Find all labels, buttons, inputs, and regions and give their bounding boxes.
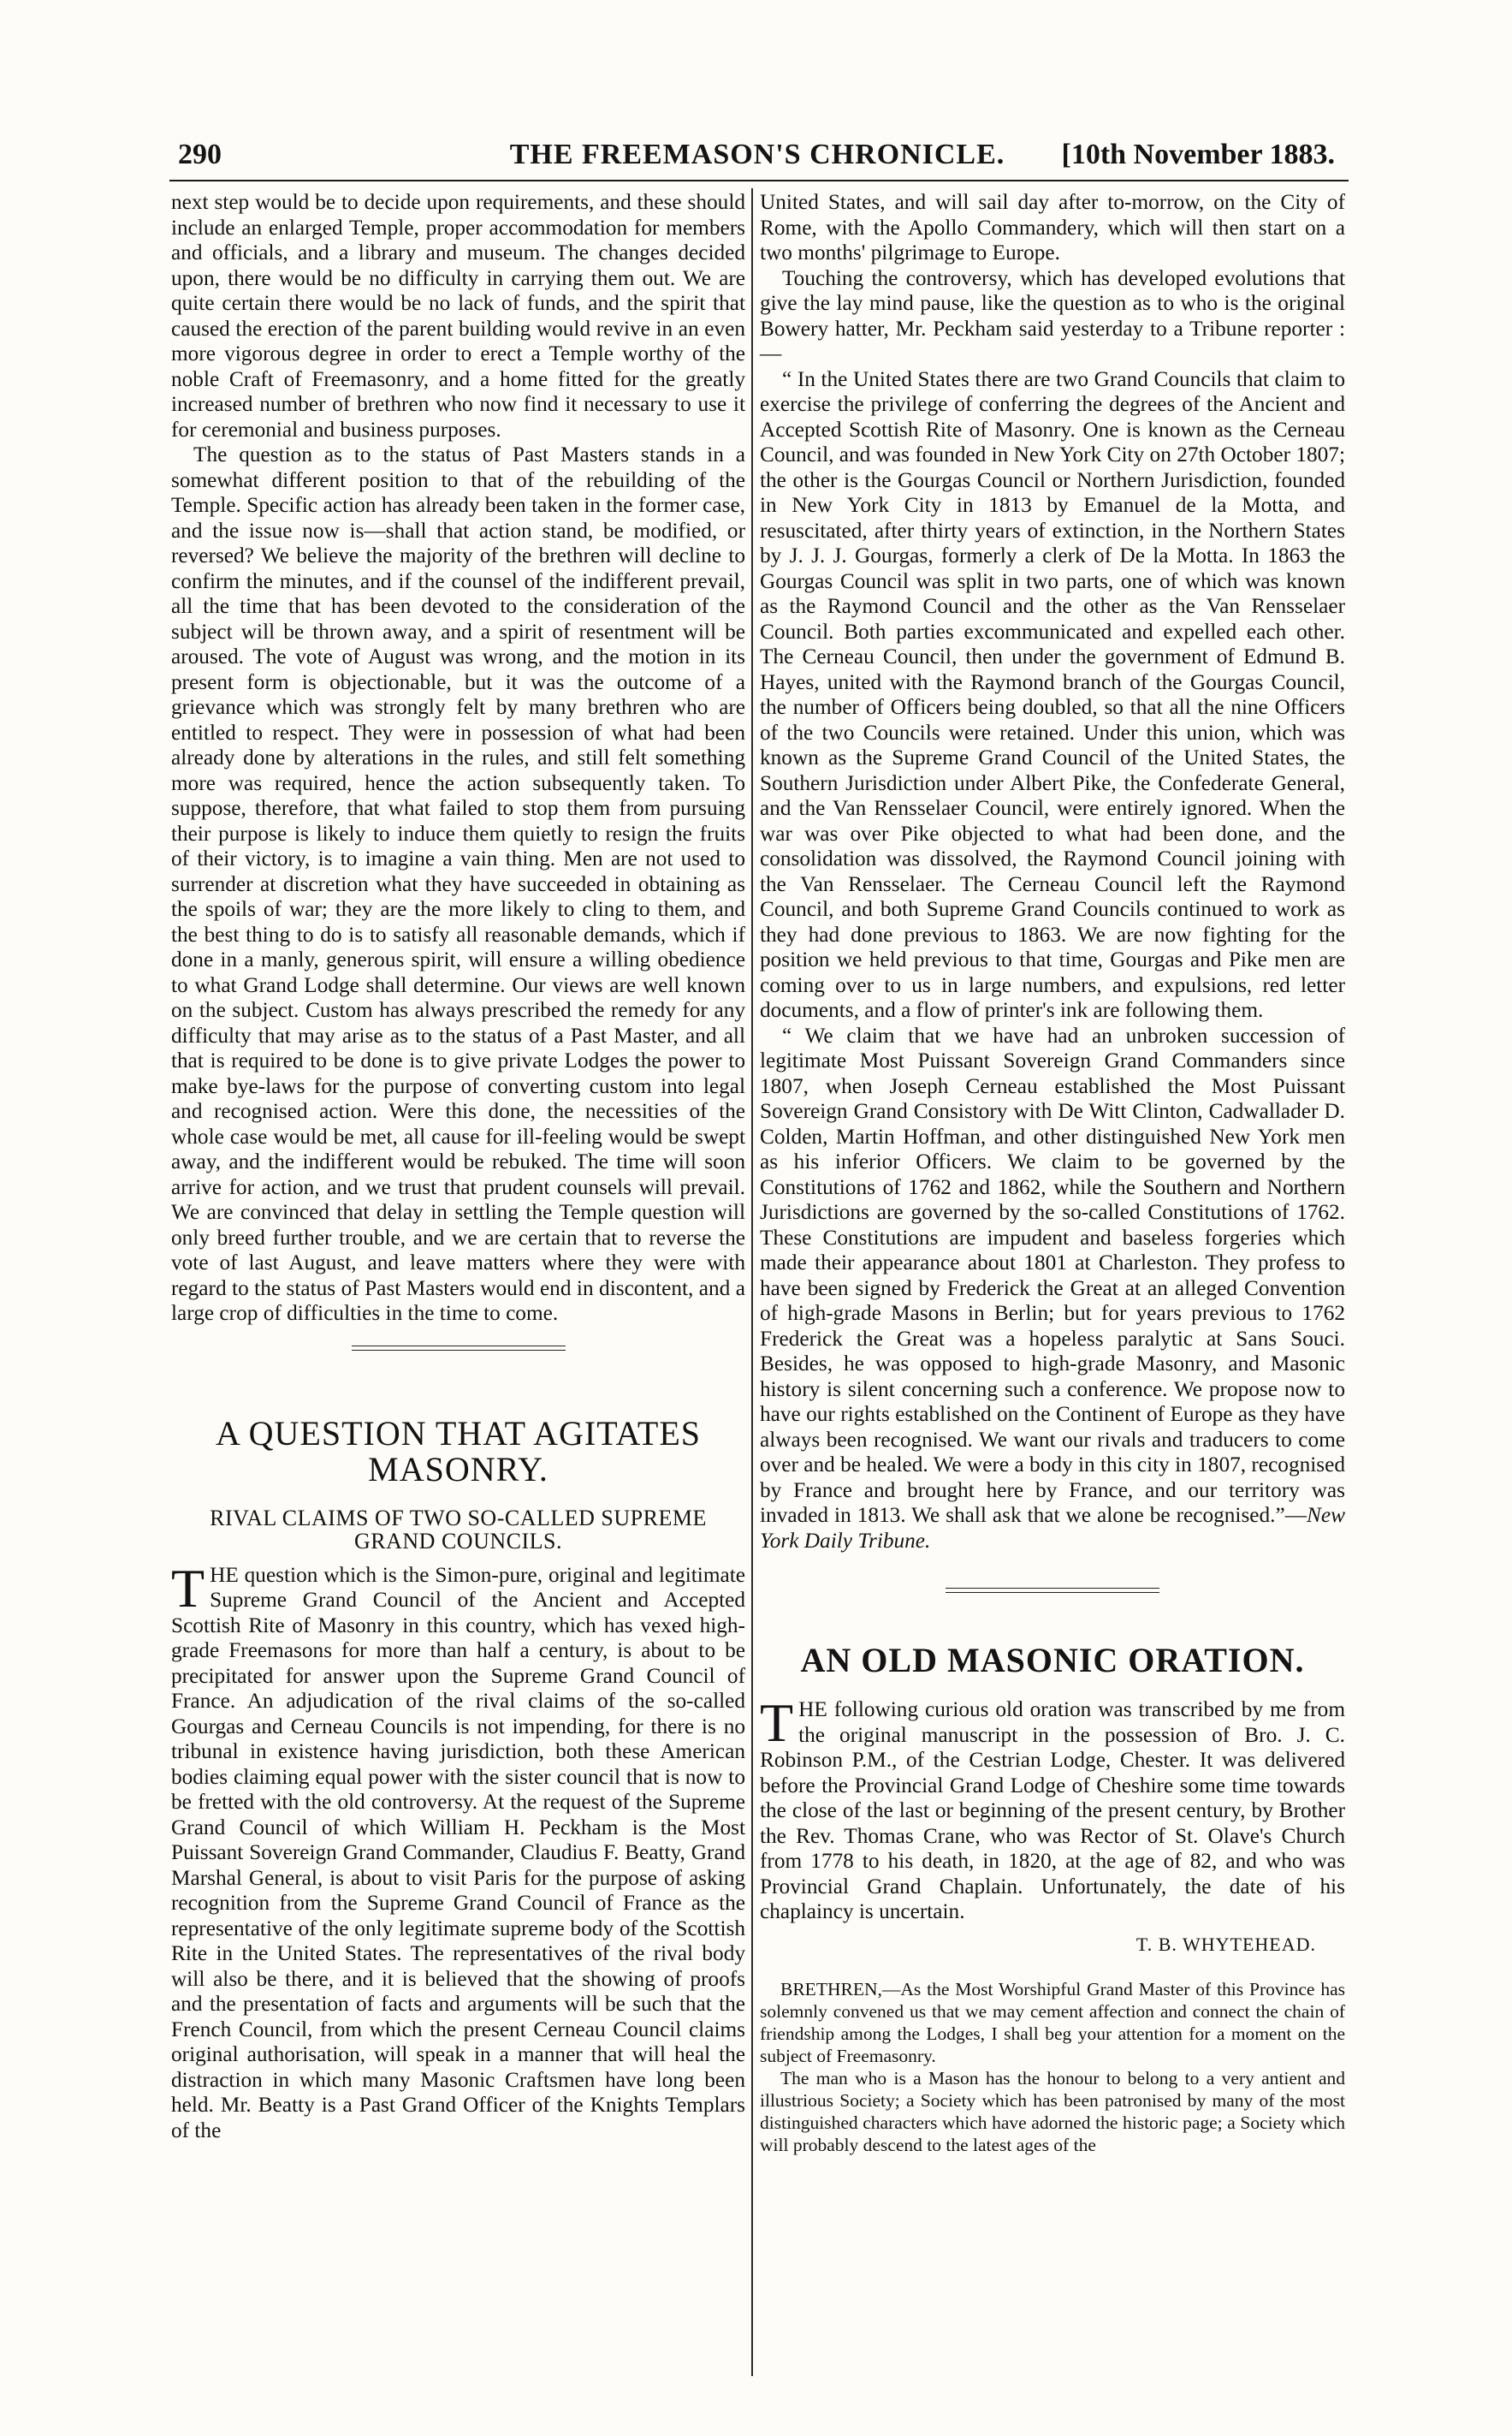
oration-paragraph: The man who is a Mason has the honour to belong to a very antient and illustrious Society; a Society which has been patronised by many of the most distinguished characters which have adorned the historic page; a Society which will probably descend to the latest ages of the	[760, 2067, 1345, 2155]
oration-text: —As the Most Worshipful Grand Master of this Province has solemnly convened us that we may cement affection and connect the chain of friendship among the Lodges, I shall beg your attention for a moment on the subject of Freemasonry.	[760, 1978, 1345, 2066]
oration-intro-text: HE following curious old oration was transcribed by me from the original manuscript in the possession of Bro. J. C. Robinson P.M., of the Cestrian Lodge, Chester. It was delivered before the Provincial Grand Lodge of Cheshire some time towards the close of the last or beginning of the present century, by Brother the Rev. Thomas Crane, who was Rector of St. Olave's Church from 1778 to his death, in 1820, at the age of 82, and who was Provincial Grand Chaplain. Unfortunately, the date of his chaplaincy is uncertain.	[760, 1697, 1345, 1923]
source-credit: New York Daily Tribune.	[760, 1503, 1345, 1553]
article-headline: A QUESTION THAT AGITATES MASONRY.	[215, 1413, 702, 1488]
drop-cap: T	[171, 1557, 205, 1619]
body-paragraph: next step would be to decide upon requirements, and these should include an enlarged Temple, proper accommodation for members and officials, and a library and museum. The changes decided upon, there would be no difficulty in carrying them out. We are quite certain there would be no lack of funds, and the spirit that caused the erection of the parent building would revive in an even more vigorous degree in order to erect a Temple worthy of the noble Craft of Freemasonry, and a home fitted for the greatly increased number of brethren who now find it necessary to use it for ceremonial and business purposes.	[171, 190, 745, 442]
drop-cap: T	[760, 1692, 794, 1753]
publication-title: THE FREEMASON'S CHRONICLE.	[509, 139, 1005, 170]
body-paragraph: Touching the controversy, which has developed evolutions that give the lay mind pause, like the question as to who is the original Bowery hatter, Mr. Peckham said yesterday to a Tribune reporter :—	[760, 265, 1345, 365]
salutation: BRETHREN,	[780, 1978, 882, 1999]
quoted-paragraph	[760, 1024, 1345, 1554]
quoted-text: “ We claim that we have had an unbroken succession of legitimate Most Puissant Sovereign Grand Commanders since 1807, when Joseph Cerneau established the Most Puissant Sovereign Grand Consistory with De Witt Clinton, Cadwallader D. Colden, Martin Hoffman, and other distinguished New York men as his inferior Officers. We claim to be governed by the Constitutions of 1762 and 1862, while the Southern and Northern Jurisdictions are governed by the so-called Constitutions of 1762. These Constitutions are impudent and baseless forgeries which made their appearance about 1801 at Charleston. They profess to have been signed by Frederick the Great at an alleged Convention of high-grade Masons in Berlin; but for years previous to 1762 Frederick the Great was a hopeless paralytic at Sans Souci. Besides, he was opposed to high-grade Masonry, and Masonic history is silent concerning such a conference. We propose now to have our rights established on the Continent of Europe as they have always been recognised. We want our rivals and traducers to come over and be healed. We were a body in this city in 1807, recognised by France and brought here by France, and our territory was invaded in 1813. We shall ask that we alone be recognised.”—	[760, 1023, 1345, 1527]
oration-paragraph	[760, 1978, 1345, 2067]
article-subheadline: RIVAL CLAIMS OF TWO SO-CALLED SUPREME GRAND COUNCILS.	[210, 1505, 707, 1554]
column-divider	[751, 188, 753, 2376]
quoted-paragraph: “ In the United States there are two Grand Councils that claim to exercise the privilege of conferring the degrees of the Ancient and Accepted Scottish Rite of Masonry. One is known as the Cerneau Council, and was founded in New York City on 27th October 1807; the other is the Gourgas Council or Northern Jurisdiction, founded in New York City in 1813 by Emanuel de la Motta, and resuscitated, after thirty years of extinction, in the Northern States by J. J. J. Gourgas, formerly a clerk of De la Motta. In 1863 the Gourgas Council was split in two parts, one of which was known as the Raymond Council and the other as the Van Rensselaer Council. Both parties excommunicated and expelled each other. The Cerneau Council, then under the government of Edmund B. Hayes, united with the Raymond branch of the Gourgas Council, the number of Officers being doubled, so that all the nine Officers of the two Councils were retained. Under this union, which was known as the Supreme Grand Council of the United States, the Southern Jurisdiction under Albert Pike, the Confederate General, and the Van Rensselaer Council, were entirely ignored. When the war was over Pike objected to what had been done, and the consolidation was dissolved, the Raymond Council joining with the Van Rensselaer. The Cerneau Council left the Raymond Council, and both Supreme Grand Councils continued to work as they had done previous to 1863. We are now fighting for the position we held previous to that time, Gourgas and Pike men are coming over to us in large numbers, and expulsions, red letter documents, and a flow of printer's ink are following them.	[760, 366, 1345, 1022]
body-paragraph: The question as to the status of Past Masters stands in a somewhat different position to that of the rebuilding of the Temple. Specific action has already been taken in the former case, and the issue now is—shall that action stand, be modified, or reversed? We believe the majority of the brethren will decline to confirm the minutes, and if the counsel of the indifferent prevail, all the time that has been devoted to the consideration of the subject will be thrown away, and a spirit of resentment will be aroused. The vote of August was wrong, and the motion in its present form is objectionable, but it was the outcome of a grievance which was strongly felt by many brethren who are entitled to respect. They were in possession of what had been already done by alterations in the rules, and still felt something more was required, hence the action subsequently taken. To suppose, therefore, that what failed to stop them from pursuing their purpose is likely to induce them quietly to resign the fruits of their victory, is to imagine a vain thing. Men are not used to surrender at discretion what they have succeeded in obtaining as the spoils of war; they are the more likely to cling to them, and the best thing to do is to satisfy all reasonable demands, which if done in a manly, generous spirit, will ensure a willing obedience to what Grand Lodge shall determine. Our views are well known on the subject. Custom has always prescribed the remedy for any difficulty that may arise as to the status of a Past Master, and all that is required to be done is to give private Lodges the power to make bye-laws for the purpose of converting custom into legal and recognised action. Were this done, the necessities of the whole case would be met, all cause for ill-feeling would be swept away, and the indifferent would be rebuked. The time will soon arrive for action, and we trust that prudent counsels will prevail. We are convinced that delay in settling the Temple question will only breed further trouble, and we are certain that to reverse the vote of last August, and leave matters where they were with regard to the status of Past Masters would end in discontent, and a large crop of difficulties in the time to come.	[171, 443, 745, 1325]
left-column	[171, 190, 745, 2143]
article-body	[171, 1557, 745, 2144]
right-column	[760, 190, 1345, 2156]
article-body-text: HE question which is the Simon-pure, original and legitimate Supreme Grand Council of the Ancient and Accepted Scottish Rite of Masonry in this country, which has vexed high-grade Freemasons for more than half a century, is about to be precipitated for answer upon the Supreme Grand Council of France. An adjudication of the rival claims of the so-called Gourgas and Cerneau Councils is not impending, for there is no tribunal in existence having jurisdiction, both these American bodies claiming equal power with the sister council that is now to be fretted with the old controversy. At the request of the Supreme Grand Council of which William H. Peckham is the Most Puissant Sovereign Grand Commander, Claudius F. Beatty, Grand Marshal General, is about to visit Paris for the purpose of asking recognition from the Supreme Grand Council of France as the representative of the only legitimate supreme body of the Scottish Rite in the United States. The representatives of the rival body will also be there, and it is believed that the showing of proofs and the presentation of facts and arguments will be such that the French Council, from which the present Cerneau Council claims original authorisation, will speak in a manner that will heal the distraction in which many Masonic Craftsmen have long been held. Mr. Beatty is a Past Grand Officer of the Knights Templars of the	[171, 1562, 745, 2142]
section-separator	[946, 1588, 1159, 1589]
author-signature: T. B. WHYTEHEAD.	[1135, 1933, 1316, 1955]
oration-intro	[760, 1692, 1345, 1925]
page-header	[171, 139, 1343, 180]
body-paragraph: United States, and will sail day after to-morrow, on the City of Rome, with the Apollo Commandery, which will then start on a two months' pilgrimage to Europe.	[760, 190, 1345, 264]
header-rule	[169, 180, 1349, 181]
section-separator	[352, 1350, 566, 1351]
oration-headline: AN OLD MASONIC ORATION.	[800, 1641, 1305, 1679]
section-separator	[946, 1592, 1159, 1593]
page-number: 290	[178, 139, 222, 170]
issue-date: [10th November 1883.	[1061, 139, 1335, 170]
